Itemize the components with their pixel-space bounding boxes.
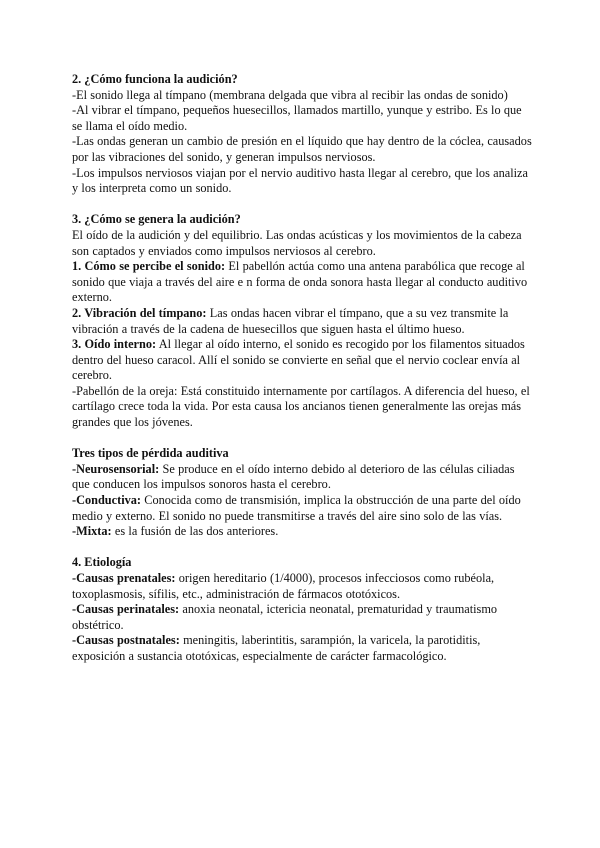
- paragraph: [72, 259, 534, 306]
- section-heading: 4. Etiología: [72, 555, 132, 570]
- paragraph: [72, 337, 534, 384]
- paragraph-lead: -Conductiva:: [72, 493, 142, 508]
- section-etiologia: [72, 555, 534, 664]
- paragraph-text: -El sonido llega al tímpano (membrana delgada que vibra al recibir las ondas de sonido): [72, 87, 508, 102]
- paragraph-text: Conocida como de transmisión, implica la obstrucción de una parte del oído medio y externo. El sonido no puede transmitirse a través del aire sino solo de las vías.: [72, 493, 521, 523]
- paragraph-text: -Las ondas generan un cambio de presión en el líquido que hay dentro de la cóclea, causados por las vibraciones del sonido, y generan impulsos nerviosos.: [72, 134, 532, 164]
- paragraph-text: Las ondas hacen vibrar el tímpano, que a su vez transmite la vibración a través de la cadena de huesecillos que siguen hasta el último hueso.: [72, 305, 509, 336]
- paragraph: [72, 602, 534, 633]
- paragraph-lead: 1. Cómo se percibe el sonido:: [72, 259, 226, 274]
- paragraph: [72, 88, 534, 104]
- section-como-funciona: [72, 72, 534, 197]
- paragraph-text: El oído de la audición y del equilibrio. Las ondas acústicas y los movimientos de la cabeza son captados y enviados como impulsos nerviosos al cerebro.: [72, 227, 522, 258]
- paragraph: [72, 493, 534, 524]
- paragraph: [72, 306, 534, 337]
- paragraph: [72, 462, 534, 493]
- paragraph-text: Al llegar al oído interno, el sonido es recogido por los filamentos situados dentro del hueso caracol. Allí el sonido se convierte en señal que el nervio coclear envía al cerebro.: [72, 337, 525, 383]
- paragraph-text: es la fusión de las dos anteriores.: [111, 524, 279, 539]
- paragraph-lead: 2. Vibración del tímpano:: [72, 305, 207, 320]
- paragraph: [72, 384, 534, 431]
- paragraph-text: -Pabellón de la oreja: Está constituido internamente por cartílagos. A diferencia del hueso, el cartílago crece toda la vida. Por esta causa los ancianos tienen generalmente las orejas más grandes que los jóvenes.: [72, 383, 530, 430]
- paragraph-text: meningitis, laberintitis, sarampión, la varicela, la parotiditis, exposición a sustancia ototóxicas, especialmente de carácter farmacológico.: [72, 633, 481, 663]
- paragraph-text: origen hereditario (1/4000), procesos infecciosos como rubéola, toxoplasmosis, sífilis, etc., administración de fármacos ototóxicos.: [72, 571, 495, 601]
- section-heading: Tres tipos de pérdida auditiva: [72, 446, 229, 461]
- paragraph-text: El pabellón actúa como una antena parabólica que recoge al sonido que viaja a través del aire e n forma de onda sonora hasta llegar al conducto auditivo externo.: [72, 259, 528, 305]
- paragraph-text: -Al vibrar el tímpano, pequeños huesecillos, llamados martillo, yunque y estribo. Es lo que se llama el oído medio.: [72, 103, 522, 133]
- paragraph-lead: -Causas perinatales:: [72, 602, 180, 617]
- paragraph-text: Se produce en el oído interno debido al deterioro de las células ciliadas que conducen los impulsos sonoros hasta el cerebro.: [72, 461, 515, 492]
- paragraph-text: anoxia neonatal, ictericia neonatal, prematuridad y traumatismo obstétrico.: [72, 602, 498, 632]
- paragraph: [72, 103, 534, 134]
- paragraph: [72, 166, 534, 197]
- paragraph-lead: -Mixta:: [72, 524, 112, 539]
- paragraph: [72, 633, 534, 664]
- section-como-se-genera: [72, 212, 534, 430]
- paragraph-lead: 3. Oído interno:: [72, 337, 157, 352]
- paragraph: [72, 134, 534, 165]
- paragraph-lead: -Causas postnatales:: [72, 633, 180, 648]
- paragraph-lead: -Neurosensorial:: [72, 461, 160, 476]
- paragraph: [72, 524, 534, 540]
- paragraph: [72, 571, 534, 602]
- paragraph: [72, 228, 534, 259]
- paragraph-text: -Los impulsos nerviosos viajan por el nervio auditivo hasta llegar al cerebro, que los analiza y los interpreta como un sonido.: [72, 165, 528, 196]
- section-tipos-perdida: [72, 446, 534, 540]
- section-heading: 3. ¿Cómo se genera la audición?: [72, 212, 241, 227]
- paragraph-lead: -Causas prenatales:: [72, 571, 176, 585]
- section-heading: 2. ¿Cómo funciona la audición?: [72, 72, 238, 86]
